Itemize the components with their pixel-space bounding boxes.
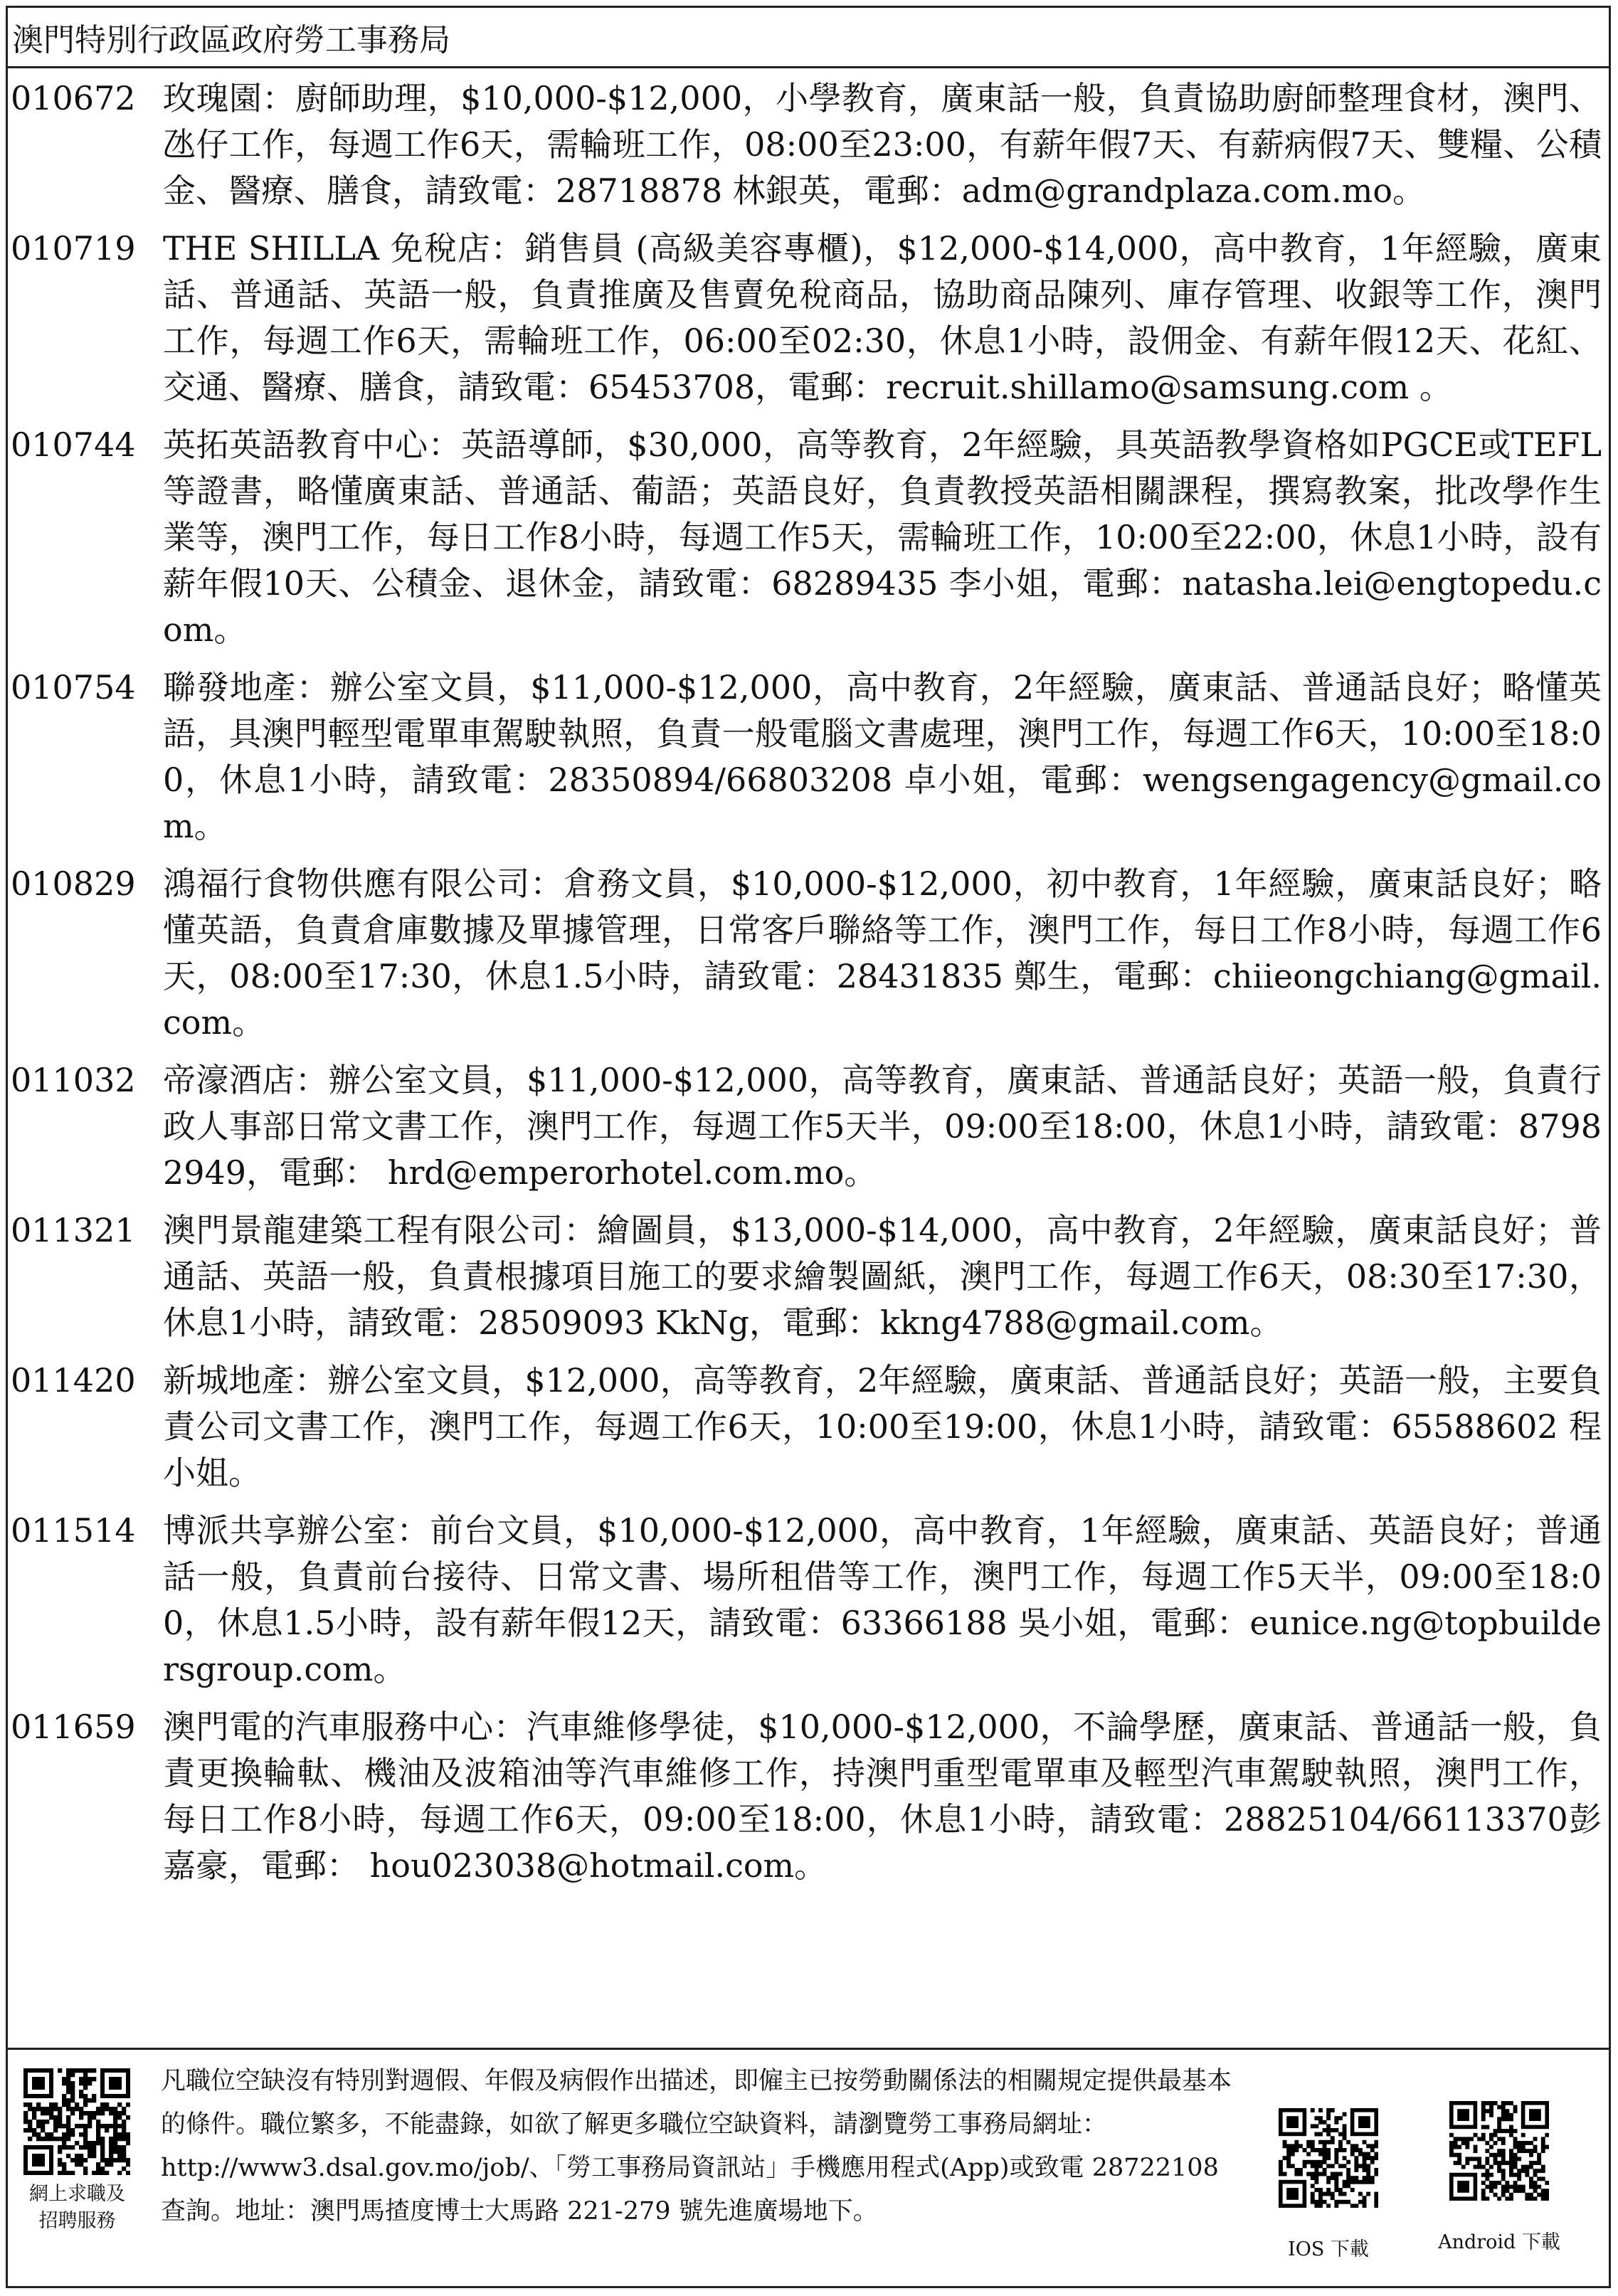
job-entry	[11, 1207, 1602, 1346]
job-code: 011659	[11, 1708, 136, 1746]
job-description: 澳門電的汽車服務中心：汽車維修學徒，$10,000-$12,000，不論學歷，廣東話、普通話一般，負責更換輪軚、機油及波箱油等汽車維修工作，持澳門重型電單車及輕型汽車駕駛執照，澳門工作，每日工作8小時，每週工作6天，09:00至18:00，休息1小時，請致電：28825104/66113370彭嘉豪，電郵： hou023038@hotmail.com。	[163, 1708, 1602, 1885]
job-entry	[11, 861, 1602, 1046]
job-service-caption	[8, 2181, 147, 2235]
job-service-caption-line-2: 招聘服務	[38, 2210, 116, 2232]
page-title: 澳門特別行政區政府勞工事務局	[12, 22, 450, 58]
job-description: 英拓英語教育中心：英語導師，$30,000，高等教育，2年經驗，具英語教學資格如PGCE或TEFL等證書，略懂廣東話、普通話、葡語；英語良好，負責教授英語相關課程，撰寫教案，批改學作生業等，澳門工作，每日工作8小時，每週工作5天，需輪班工作，10:00至22:00，休息1小時，設有薪年假10天、公積金、退休金，請致電：68289435 李小姐，電郵：natasha.lei@engtopedu.com。	[163, 425, 1602, 649]
page-header	[8, 8, 1609, 68]
job-description: THE SHILLA 免稅店：銷售員 (高級美容專櫃)，$12,000-$14,000，高中教育，1年經驗，廣東話、普通話、英語一般，負責推廣及售賣免稅商品，協助商品陳列、庫存管理、收銀等工作，澳門工作，每週工作6天，需輪班工作，06:00至02:30，休息1小時，設佣金、有薪年假12天、花紅、交通、醫療、膳食，請致電：65453708，電郵：recruit.shillamo@samsung.com 。	[163, 229, 1602, 406]
job-entry	[11, 1508, 1602, 1693]
job-description: 新城地產：辦公室文員，$12,000，高等教育，2年經驗，廣東話、普通話良好；英語一般，主要負責公司文書工作，澳門工作，每週工作6天，10:00至19:00，休息1小時，請致電：65588602 程小姐。	[163, 1361, 1602, 1492]
job-listings	[8, 68, 1609, 1889]
job-code: 011420	[11, 1361, 136, 1400]
ios-qr-code-icon[interactable]	[1279, 2108, 1378, 2208]
job-code: 010754	[11, 668, 136, 707]
ios-download-caption: IOS 下載	[1288, 2238, 1369, 2260]
job-entry	[11, 75, 1602, 214]
job-entry	[11, 1358, 1602, 1496]
job-entry	[11, 1704, 1602, 1889]
job-service-qr-code-icon[interactable]	[23, 2068, 130, 2175]
job-code: 010744	[11, 425, 136, 464]
job-description: 聯發地產：辦公室文員，$11,000-$12,000，高中教育，2年經驗，廣東話、普通話良好；略懂英語，具澳門輕型電單車駕駛執照，負責一般電腦文書處理，澳門工作，每週工作6天，10:00至18:00，休息1小時，請致電：28350894/66803208 卓小姐，電郵：wengsengagency@gmail.com。	[163, 668, 1602, 845]
job-code: 010829	[11, 864, 136, 903]
footer-note: 凡職位空缺沒有特別對週假、年假及病假作出描述，即僱主已按勞動關係法的相關規定提供最基本的條件。職位繁多，不能盡錄，如欲了解更多職位空缺資料，請瀏覽勞工事務局網址：http://www3.dsal.gov.mo/job/、「勞工事務局資訊站」手機應用程式(App)或致電 28722108 查詢。地址：澳門馬揸度博士大馬路 221-279 號先進廣場地下。	[161, 2067, 1232, 2226]
android-qr-code-icon[interactable]	[1449, 2101, 1549, 2201]
job-entry	[11, 226, 1602, 411]
job-entry	[11, 422, 1602, 653]
job-entry	[11, 1057, 1602, 1196]
job-description: 澳門景龍建築工程有限公司：繪圖員，$13,000-$14,000，高中教育，2年經驗，廣東話良好；普通話、英語一般，負責根據項目施工的要求繪製圖紙，澳門工作，每週工作6天，08:30至17:30，休息1小時，請致電：28509093 KkNg，電郵：kkng4788@gmail.com。	[163, 1211, 1602, 1342]
android-download-caption: Android 下載	[1438, 2231, 1560, 2253]
job-code: 011514	[11, 1511, 136, 1550]
job-description: 鴻福行食物供應有限公司：倉務文員，$10,000-$12,000，初中教育，1年經驗，廣東話良好；略懂英語，負責倉庫數據及單據管理，日常客戶聯絡等工作，澳門工作，每日工作8小時，每週工作6天，08:00至17:30，休息1.5小時，請致電：28431835 鄭生，電郵：chiieongchiang@gmail.com。	[163, 864, 1602, 1042]
job-code: 011032	[11, 1061, 136, 1099]
job-description: 博派共享辦公室：前台文員，$10,000-$12,000，高中教育，1年經驗，廣東話、英語良好；普通話一般，負責前台接待、日常文書、場所租借等工作，澳門工作，每週工作5天半，09:00至18:00，休息1.5小時，設有薪年假12天，請致電：63366188 吳小姐，電郵：eunice.ng@topbuildersgroup.com。	[163, 1511, 1602, 1688]
job-entry	[11, 665, 1602, 850]
footer	[8, 2048, 1609, 2286]
job-description: 帝濠酒店：辦公室文員，$11,000-$12,000，高等教育，廣東話、普通話良好；英語一般，負責行政人事部日常文書工作，澳門工作，每週工作5天半，09:00至18:00，休息1小時，請致電：87982949，電郵： hrd@emperorhotel.com.mo。	[163, 1061, 1602, 1192]
job-listing-page	[6, 6, 1611, 2288]
job-description: 玫瑰園：廚師助理，$10,000-$12,000，小學教育，廣東話一般，負責協助廚師整理食材，澳門、氹仔工作，每週工作6天，需輪班工作，08:00至23:00，有薪年假7天、有薪病假7天、雙糧、公積金、醫療、膳食，請致電：28718878 林銀英，電郵：adm@grandplaza.com.mo。	[163, 79, 1602, 210]
job-service-caption-line-1: 網上求職及	[29, 2183, 125, 2205]
job-code: 011321	[11, 1211, 136, 1249]
job-code: 010719	[11, 229, 136, 268]
job-code: 010672	[11, 79, 136, 117]
